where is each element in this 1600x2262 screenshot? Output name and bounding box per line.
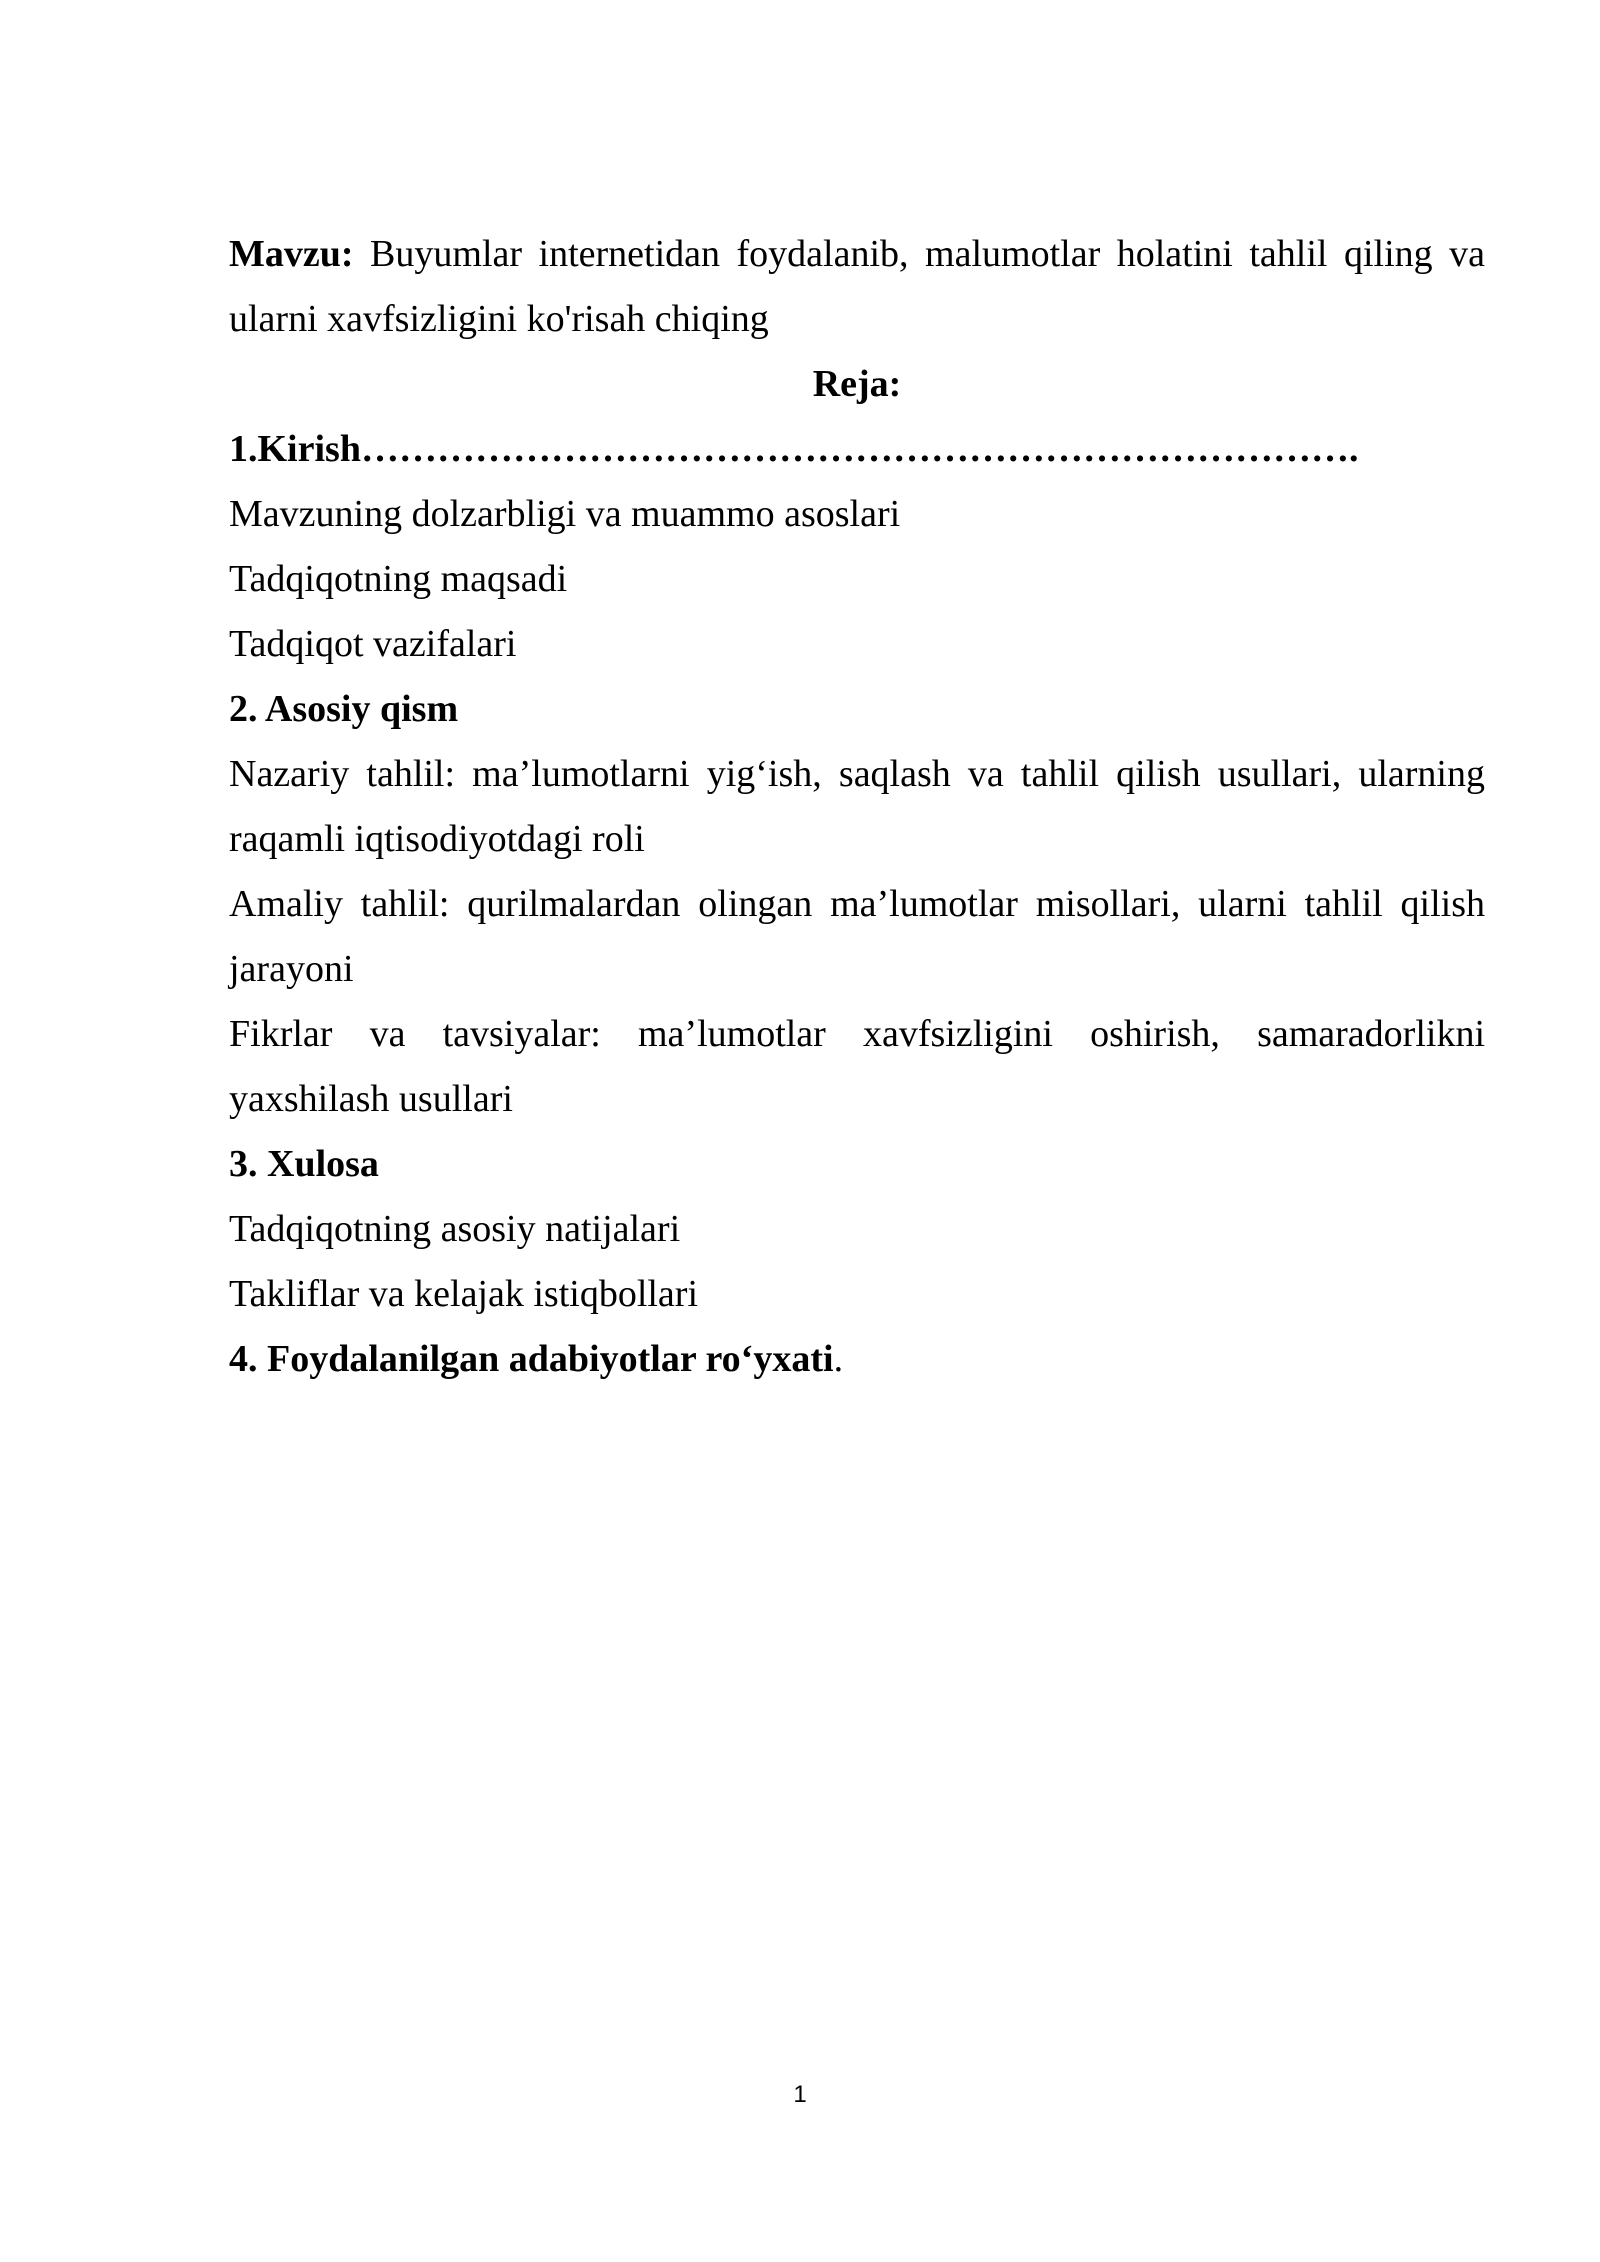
section-heading-references: 4. Foydalanilgan adabiyotlar ro‘yxati [229,1338,834,1380]
list-item: Takliflar va kelajak istiqbollari [229,1273,699,1315]
plan-title: Reja: [812,363,902,405]
list-item: Tadqiqot vazifalari [229,623,517,665]
list-item: Amaliy tahlil: qurilmalardan olingan ma’lumotlar misollari, ularni tahlil qilish jarayoni [229,883,1485,990]
list-item: Fikrlar va tavsiyalar: ma’lumotlar xavfsizligini oshirish, samaradorlikni yaxshilash usullari [229,1013,1485,1120]
document-body [229,222,1485,1392]
list-item: Tadqiqotning asosiy natijalari [229,1208,681,1250]
section-heading-conclusion: 3. Xulosa [229,1143,379,1185]
page-number: 1 [793,2081,807,2108]
references-period: . [833,1338,844,1380]
topic-paragraph [229,222,1485,352]
section-heading-main-part: 2. Asosiy qism [229,688,459,730]
topic-label: Mavzu: [229,233,354,275]
list-item: Tadqiqotning maqsadi [229,558,568,600]
section-heading-references-line [229,1327,1485,1392]
list-item: Mavzuning dolzarbligi va muammo asoslari [229,493,901,535]
section-heading-introduction: 1.Kirish……………………………………………………………………. [229,428,1359,470]
list-item: Nazariy tahlil: ma’lumotlarni yig‘ish, saqlash va tahlil qilish usullari, ularning raqamli iqtisodiyotdagi roli [229,753,1485,860]
topic-text: Buyumlar internetidan foydalanib, malumotlar holatini tahlil qiling va ularni xavfsizligini ko'risah chiqing [229,233,1485,340]
